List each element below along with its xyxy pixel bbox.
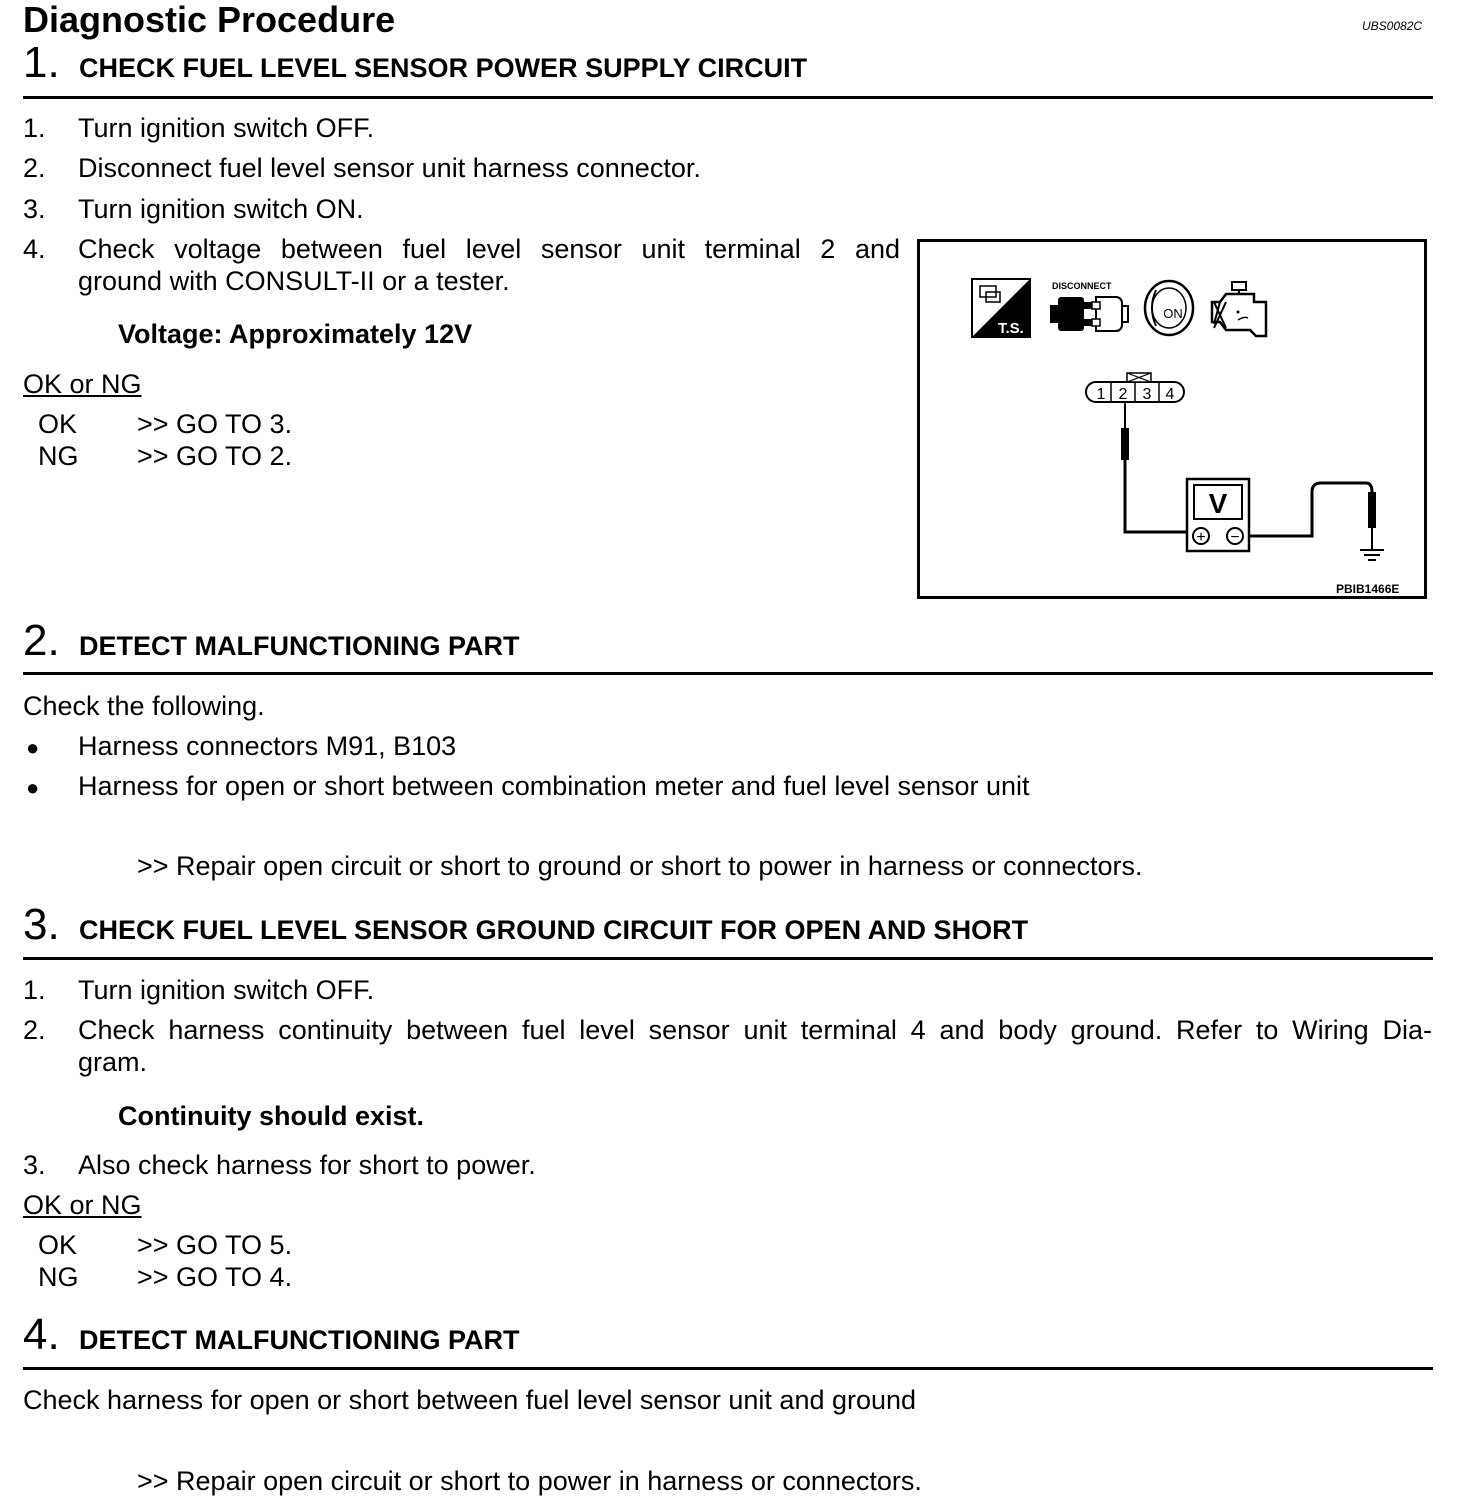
result-ok-key: OK: [38, 1230, 78, 1260]
ts-label: T.S.: [998, 320, 1024, 337]
ok-ng-label: OK or NG: [23, 369, 142, 399]
step-intro: Check the following.: [23, 691, 265, 721]
section-divider: [23, 957, 1433, 960]
repair-action: >> Repair open circuit or short to power in harness or connectors.: [137, 1466, 922, 1496]
result-ng-key: NG: [38, 1262, 79, 1292]
instruction-number: 2.: [23, 1015, 46, 1045]
diagnostic-figure: [917, 239, 1427, 599]
instruction-text: Turn ignition switch OFF.: [78, 113, 375, 143]
document-id: UBS0082C: [1362, 19, 1423, 33]
bullet-icon: ●: [26, 735, 40, 760]
step-4-heading: [23, 1310, 1433, 1360]
step-2-heading: [23, 616, 1433, 666]
engine-off-icon: [1212, 282, 1266, 336]
step-title: CHECK FUEL LEVEL SENSOR GROUND CIRCUIT FOR OPEN AND SHORT: [79, 915, 1029, 945]
bullet-icon: ●: [26, 775, 40, 800]
bullet-text: Harness for open or short between combination meter and fuel level sensor unit: [78, 771, 1030, 801]
step-title: CHECK FUEL LEVEL SENSOR POWER SUPPLY CIRCUIT: [79, 53, 808, 83]
result-ng-key: NG: [38, 441, 79, 471]
disconnect-label: DISCONNECT: [1052, 281, 1112, 291]
terminal-3: 3: [1142, 386, 1152, 403]
step-number: 1.: [23, 38, 60, 87]
instruction-number: 3.: [23, 194, 46, 224]
voltage-check-diagram: [920, 242, 1424, 596]
terminal-2: 2: [1118, 386, 1128, 403]
figure-id: PBIB1466E: [1336, 582, 1400, 596]
instruction-number: 4.: [23, 234, 46, 264]
page-title: Diagnostic Procedure: [23, 0, 396, 40]
section-divider: [23, 1367, 1433, 1370]
step-number: 4.: [23, 1310, 60, 1359]
terminal-1: 1: [1096, 386, 1106, 403]
result-ok-key: OK: [38, 409, 78, 439]
disconnect-connector-icon: [1050, 281, 1128, 331]
bullet-text: Harness connectors M91, B103: [78, 731, 457, 761]
ok-ng-label: OK or NG: [23, 1190, 142, 1220]
instruction-text-continued: ground with CONSULT-II or a tester.: [78, 266, 510, 296]
result-ok-link[interactable]: >> GO TO 3.: [137, 409, 293, 439]
instruction-text: Check voltage between fuel level sensor unit terminal 2 and: [78, 234, 900, 264]
harness-connector: [1086, 373, 1184, 403]
step-number: 3.: [23, 900, 60, 949]
step-title: DETECT MALFUNCTIONING PART: [79, 1325, 520, 1355]
spec-value: Continuity should exist.: [118, 1101, 425, 1131]
section-divider: [23, 672, 1433, 675]
step-intro: Check harness for open or short between fuel level sensor unit and ground: [23, 1385, 917, 1415]
section-divider: [23, 96, 1433, 99]
terminal-4: 4: [1165, 386, 1175, 403]
result-ok-link[interactable]: >> GO TO 5.: [137, 1230, 293, 1260]
positive-probe: [1121, 402, 1188, 532]
instruction-text-continued: gram.: [78, 1047, 148, 1077]
meter-label: V: [1208, 488, 1228, 519]
ground-icon: [1360, 550, 1384, 560]
negative-probe: [1249, 483, 1376, 550]
key-on-label: ON: [1163, 306, 1183, 321]
meter-minus: −: [1230, 529, 1240, 546]
meter-plus: +: [1196, 529, 1206, 546]
instruction-number: 1.: [23, 975, 46, 1005]
voltmeter: [1187, 479, 1249, 551]
result-ng-link[interactable]: >> GO TO 2.: [137, 441, 293, 471]
step-3-heading: [23, 900, 1433, 950]
instruction-text: Turn ignition switch ON.: [78, 194, 364, 224]
spec-value: Voltage: Approximately 12V: [118, 319, 473, 349]
instruction-text: Turn ignition switch OFF.: [78, 975, 375, 1005]
instruction-text: Also check harness for short to power.: [78, 1150, 536, 1180]
step-title: DETECT MALFUNCTIONING PART: [79, 631, 520, 661]
step-1-heading: [23, 38, 1433, 88]
result-ng-link[interactable]: >> GO TO 4.: [137, 1262, 293, 1292]
instruction-number: 2.: [23, 153, 46, 183]
instruction-text: Disconnect fuel level sensor unit harness connector.: [78, 153, 701, 183]
instruction-number: 3.: [23, 1150, 46, 1180]
repair-action: >> Repair open circuit or short to ground or short to power in harness or connectors.: [137, 851, 1143, 881]
instruction-number: 1.: [23, 113, 46, 143]
instruction-text: Check harness continuity between fuel level sensor unit terminal 4 and body ground. Refer to Wiring Dia-: [78, 1015, 1432, 1045]
test-group-ts-icon: [972, 279, 1030, 337]
ignition-key-on-icon: [1145, 281, 1193, 335]
step-number: 2.: [23, 616, 60, 665]
